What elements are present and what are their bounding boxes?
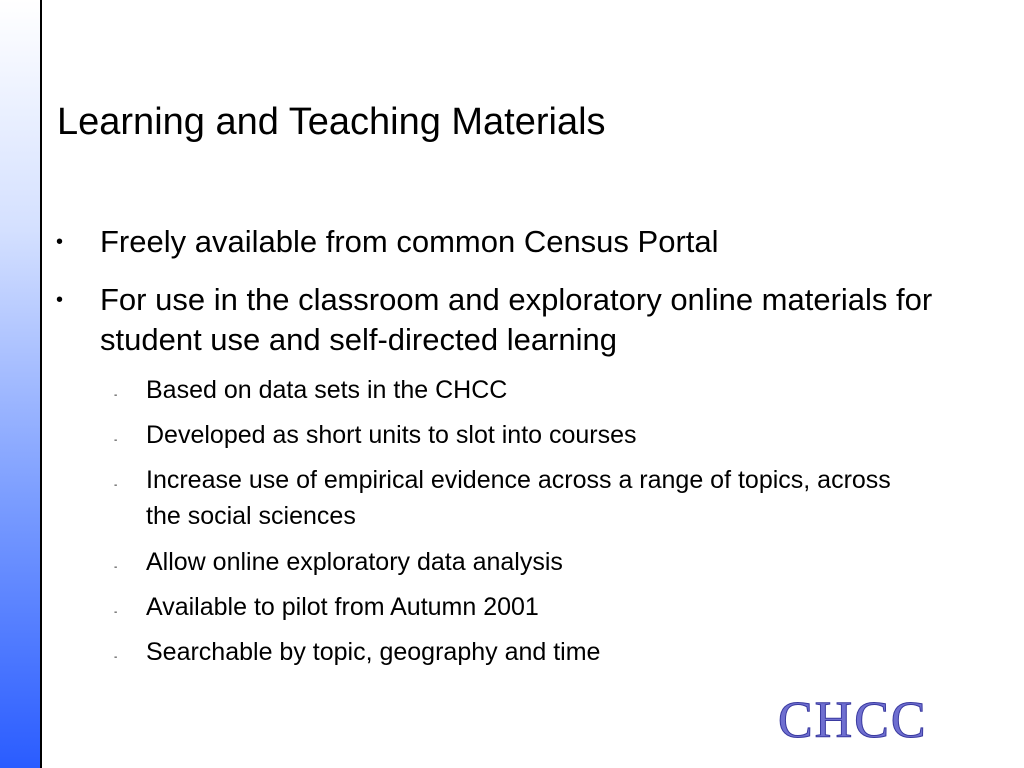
bullet-item <box>56 280 950 360</box>
bullet-text: For use in the classroom and exploratory online materials for student use and self-directed learning <box>100 282 933 357</box>
bullet-dot-icon: • <box>56 231 64 253</box>
chcc-logo: CHCC <box>778 692 928 749</box>
sub-bullet-item <box>114 372 926 408</box>
sub-bullet-item <box>114 462 906 534</box>
dash-icon: - <box>114 562 118 573</box>
dash-icon: - <box>114 607 118 618</box>
sub-bullet-item <box>114 544 926 580</box>
side-gradient-bar <box>0 0 42 768</box>
sub-bullet-text: Allow online exploratory data analysis <box>146 548 563 576</box>
dash-icon: - <box>114 480 118 491</box>
dash-icon: - <box>114 652 118 663</box>
bullet-item <box>56 222 980 262</box>
dash-icon: - <box>114 435 118 446</box>
bullet-dot-icon: • <box>56 289 64 311</box>
sub-bullet-item <box>114 417 926 453</box>
dash-icon: - <box>114 390 118 401</box>
sub-bullet-text: Developed as short units to slot into courses <box>146 421 637 449</box>
bullet-text: Freely available from common Census Portal <box>100 224 719 259</box>
sub-bullet-text: Searchable by topic, geography and time <box>146 638 601 666</box>
sub-bullet-item <box>114 634 926 670</box>
sub-bullet-text: Based on data sets in the CHCC <box>146 376 508 404</box>
sub-bullet-text: Available to pilot from Autumn 2001 <box>146 593 539 621</box>
sub-bullet-item <box>114 589 926 625</box>
slide-title: Learning and Teaching Materials <box>57 101 606 143</box>
sub-bullet-text: Increase use of empirical evidence across a range of topics, across the social sciences <box>146 466 891 530</box>
